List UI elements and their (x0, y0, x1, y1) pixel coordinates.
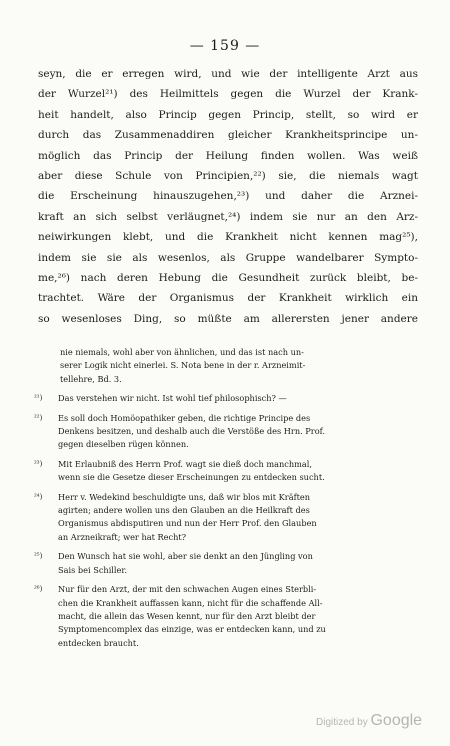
text-line: trachtet. Wäre der Organismus der Krankheit wirklich ein (38, 292, 418, 305)
footnote-mark: ²²) (34, 413, 43, 422)
footnote-line: chen die Krankheit auffassen kann, nicht für die schaffende All- (58, 597, 323, 608)
google-watermark (316, 712, 422, 730)
footnote-mark: ²¹) (34, 394, 43, 403)
footnote-text (58, 458, 418, 485)
main-text (38, 64, 418, 329)
footnote-line: agirten; andere wollen uns den Glauben an die Heilkraft des (58, 505, 310, 516)
footnote-line: nie niemals, wohl aber von ähnlichen, und das ist nach un- (60, 347, 304, 357)
footnote-line: wenn sie die Gesetze dieser Erscheinungen zu entdecken sucht. (58, 472, 325, 483)
text-line: durch das Zusammenaddiren gleicher Krankheitsprincipe un- (38, 129, 418, 142)
footnote-line: entdecken braucht. (58, 637, 139, 648)
footnote-line: Denkens besitzen, und deshalb auch die Verstöße des Hrn. Prof. (58, 426, 325, 437)
footnote-line: Symptomencomplex das einzige, was er entdecken kann, und zu (58, 624, 326, 635)
text-line: heit handelt, also Princip gegen Princip, stellt, so wird er (38, 108, 418, 121)
footnote-mark: ²⁵) (34, 552, 43, 561)
watermark-brand: Google (370, 712, 423, 729)
text-line: neiwirkungen klebt, und die Krankheit nicht kennen mag²⁵), (38, 231, 418, 244)
text-line: seyn, die er erregen wird, und wie der intelligente Arzt aus (38, 68, 418, 80)
footnote-line: Organismus abdisputiren und nun der Herr Prof. den Glauben (58, 518, 317, 529)
footnote-line: Den Wunsch hat sie wohl, aber sie denkt an den Jüngling von (58, 551, 313, 562)
footnote (34, 550, 418, 577)
footnote-line: Sais bei Schiller. (58, 564, 128, 575)
footnote-mark: ²⁶) (34, 585, 43, 594)
footnote (34, 583, 418, 650)
text-line: indem sie sie als wesenlos, als Gruppe wandelbarer Sympto- (38, 251, 418, 264)
footnote-line: tellehre, Bd. 3. (60, 373, 122, 384)
footnote (34, 412, 418, 452)
text-line: die Erscheinung hinauszugehen,²³) und daher die Arznei- (38, 190, 418, 203)
footnote-mark: ²⁴) (34, 492, 43, 501)
text-line: kraft an sich selbst verläugnet,²⁴) indem sie nur an den Arz- (38, 210, 418, 223)
footnote-continuation (34, 346, 418, 386)
footnote-list (34, 392, 418, 650)
footnote-text (58, 491, 418, 545)
footnote-line: Es soll doch Homöopathiker geben, die richtige Principe des (58, 412, 311, 423)
text-line: möglich das Princip der Heilung finden wollen. Was weiß (38, 149, 418, 162)
footnote-line: serer Logik nicht einerlei. S. Nota bene in der r. Arzneimit- (60, 360, 306, 371)
footnote (34, 392, 418, 405)
text-line: der Wurzel²¹) des Heilmittels gegen die Wurzel der Krank- (38, 88, 418, 101)
footnotes (34, 346, 418, 656)
footnote-line: Mit Erlaubniß des Herrn Prof. wagt sie dieß doch manchmal, (58, 458, 312, 469)
footnote-line: macht, die allein das Wesen kennt, nur für den Arzt bleibt der (58, 610, 316, 621)
footnote-line: Das verstehen wir nicht. Ist wohl tief philosophisch? — (58, 393, 287, 404)
footnote-text (58, 550, 418, 577)
watermark-prefix: Digitized by (316, 717, 368, 728)
footnote-mark: ²³) (34, 459, 43, 468)
footnote-line: an Arzneikraft; wer hat Recht? (58, 531, 187, 542)
footnote-text (58, 412, 418, 452)
footnote-text (58, 583, 418, 650)
text-line: so wesenloses Ding, so müßte am allerersten jener andere (38, 312, 418, 325)
footnote-text (58, 392, 418, 405)
footnote-line: gegen dieselben rügen können. (58, 439, 189, 450)
text-line: me,²⁶) nach deren Hebung die Gesundheit zurück bleibt, be- (38, 272, 418, 285)
footnote (34, 458, 418, 485)
footnote-line: Nur für den Arzt, der mit den schwachen Augen eines Sterbli- (58, 584, 317, 595)
footnote (34, 491, 418, 545)
footnote-line: Herr v. Wedekind beschuldigte uns, daß wir blos mit Kräften (58, 491, 311, 502)
page-number: — 159 — (189, 38, 261, 54)
text-line: aber diese Schule von Principien,²²) sie, die niemals wagt (38, 170, 418, 183)
